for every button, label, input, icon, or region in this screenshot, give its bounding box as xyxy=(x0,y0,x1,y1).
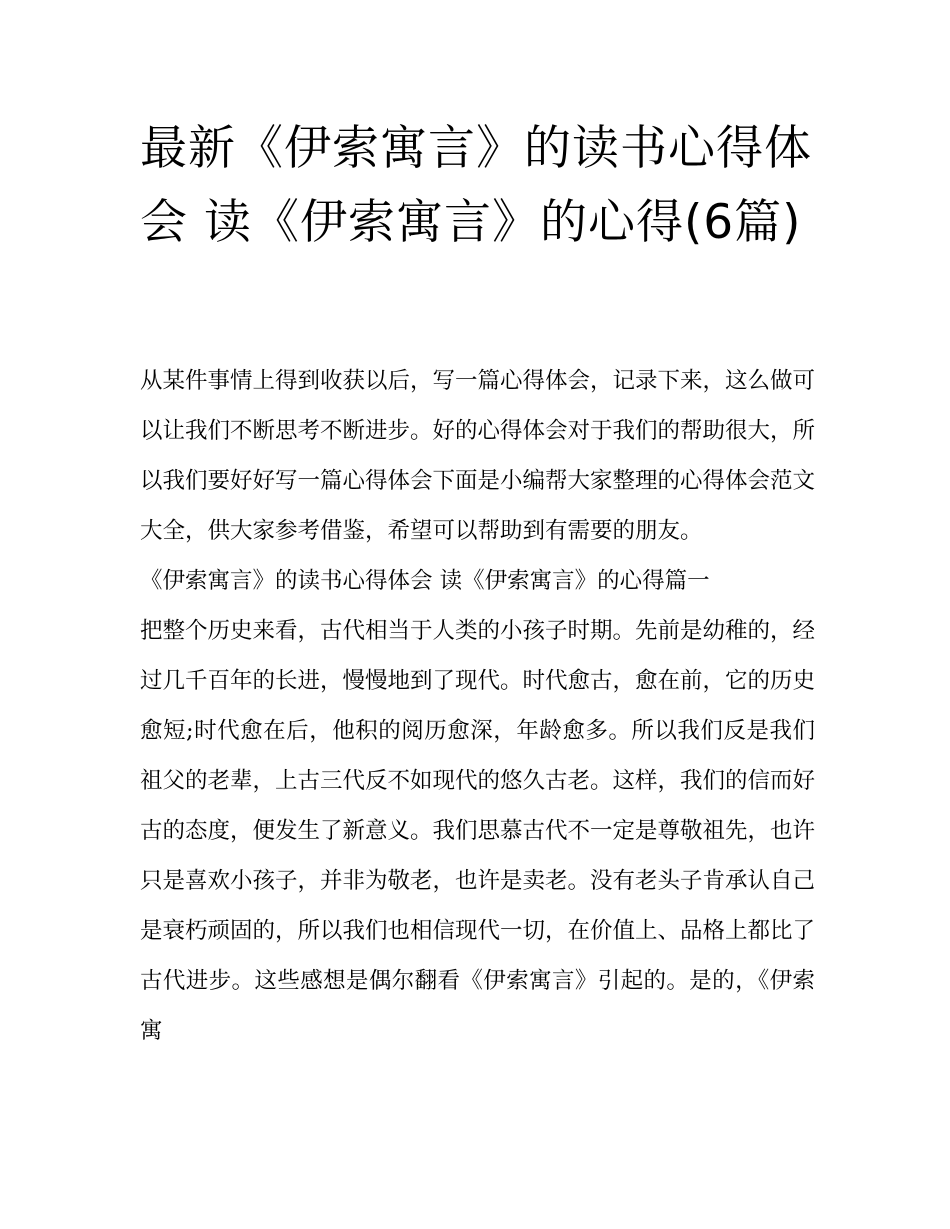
document-body xyxy=(140,356,815,1056)
intro-paragraph: 从某件事情上得到收获以后，写一篇心得体会，记录下来，这么做可以让我们不断思考不断进步。好的心得体会对于我们的帮助很大，所以我们要好好写一篇心得体会下面是小编帮大家整理的心得体会范文大全，供大家参考借鉴，希望可以帮助到有需要的朋友。 xyxy=(140,368,816,544)
section-heading: 《伊索寓言》的读书心得体会 读《伊索寓言》的心得篇一 xyxy=(140,568,710,594)
document-title: 最新《伊索寓言》的读书心得体会 读《伊索寓言》的心得(6篇) xyxy=(140,121,812,250)
section-paragraph: 把整个历史来看，古代相当于人类的小孩子时期。先前是幼稚的，经过几千百年的长进，慢慢地到了现代。时代愈古，愈在前，它的历史愈短;时代愈在后，他积的阅历愈深，年龄愈多。所以我们反是我们祖父的老辈，上古三代反不如现代的悠久古老。这样，我们的信而好古的态度，便发生了新意义。我们思慕古代不一定是尊敬祖先，也许只是喜欢小孩子，并非为敬老，也许是卖老。没有老头子肯承认自己是衰朽顽固的，所以我们也相信现代一切，在价值上、品格上都比了古代进步。这些感想是偶尔翻看《伊索寓言》引起的。是的，《伊索寓 xyxy=(140,618,816,1044)
